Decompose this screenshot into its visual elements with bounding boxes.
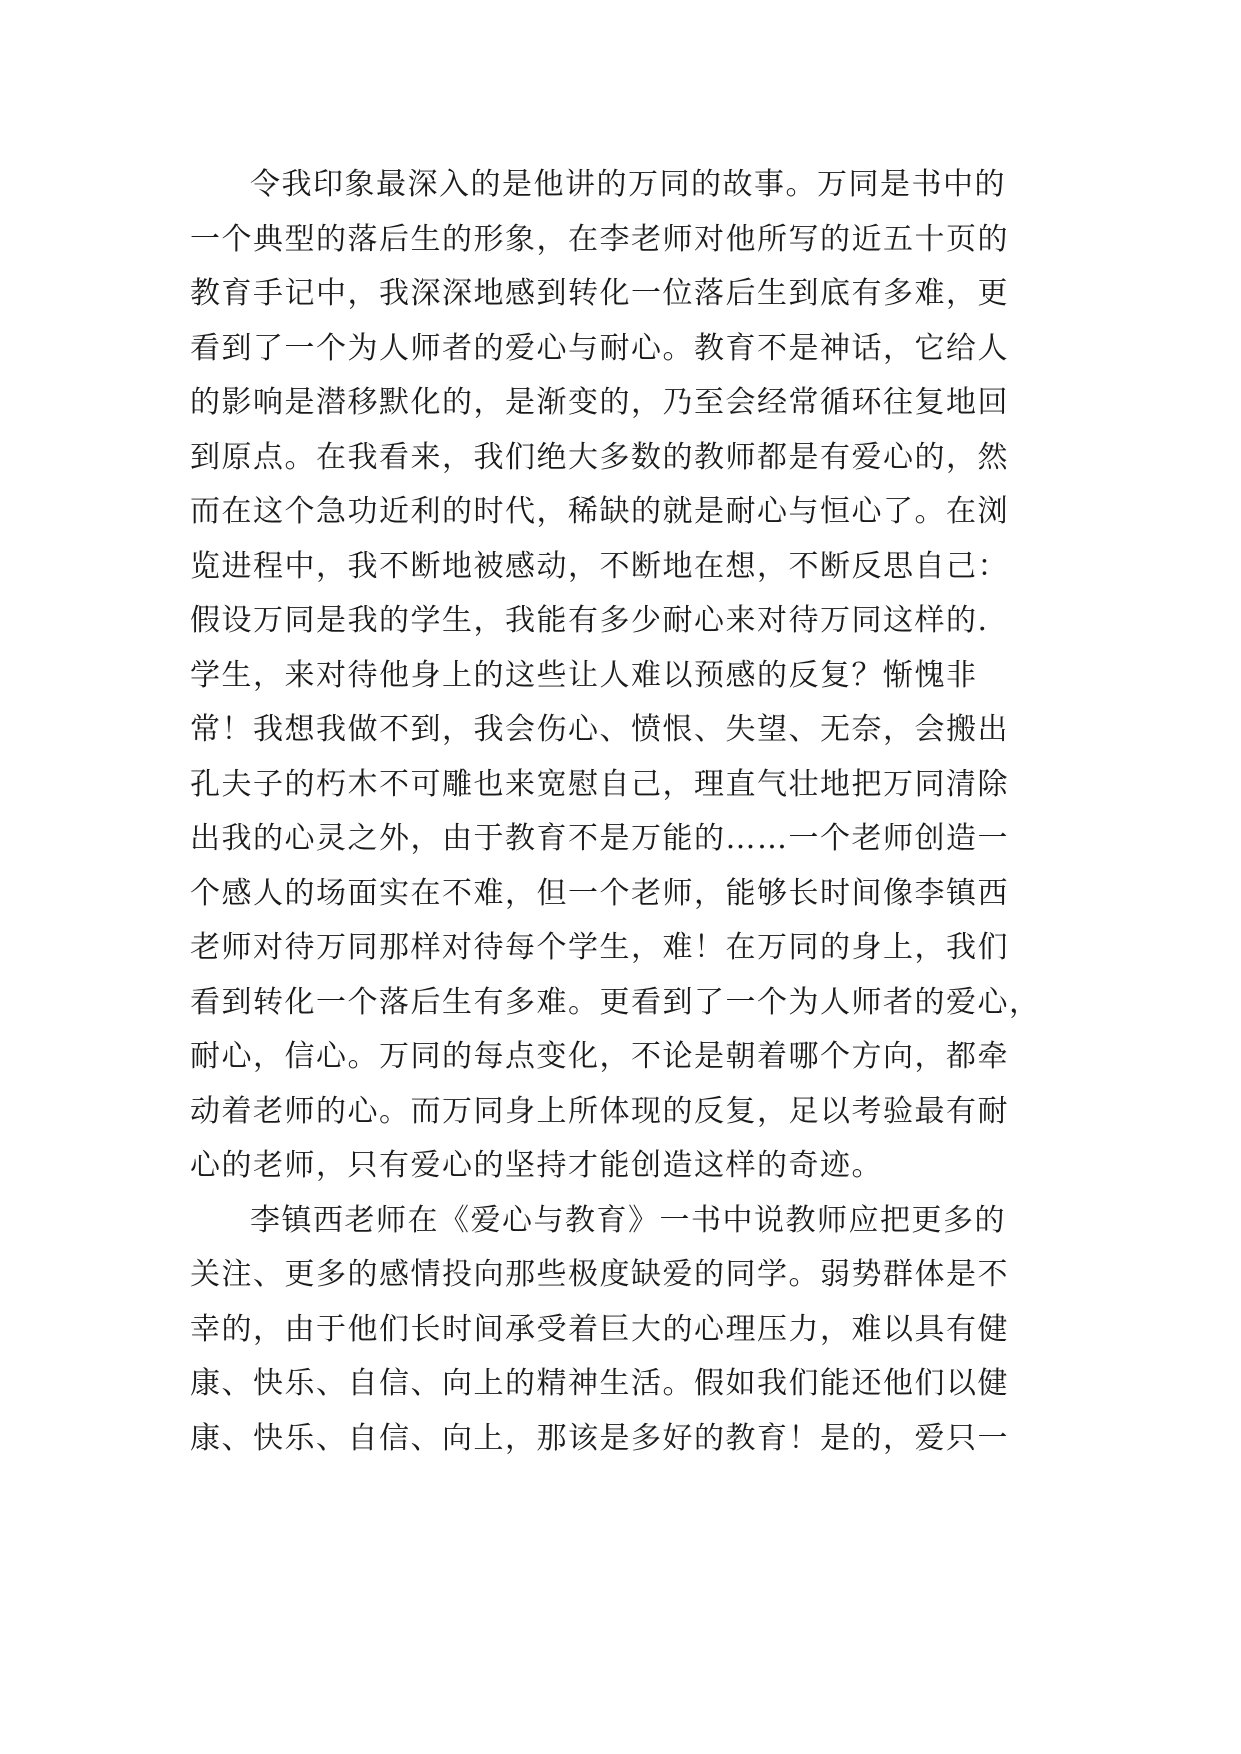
text-line: 李镇西老师在《爱心与教育》一书中说教师应把更多的	[250, 1202, 1006, 1238]
paragraph-2	[190, 1194, 1060, 1467]
text-line: 康、快乐、自信、向上的精神生活。假如我们能还他们以健	[190, 1366, 1009, 1401]
text-line: 教育手记中，我深深地感到转化一位落后生到底有多难，更	[190, 276, 1009, 311]
paragraph-1	[190, 158, 1060, 1194]
text-line: 学生，来对待他身上的这些让人难以预感的反复？惭愧非	[190, 657, 978, 693]
text-line: 心的老师，只有爱心的坚持才能创造这样的奇迹。	[190, 1148, 883, 1183]
text-line: 到原点。在我看来，我们绝大多数的教师都是有爱心的，然	[190, 439, 1009, 475]
text-line: 个感人的场面实在不难，但一个老师，能够长时间像李镇西	[190, 875, 1009, 911]
text-line: 老师对待万同那样对待每个学生，难！在万同的身上，我们	[190, 930, 1009, 965]
text-line: 常！我想我做不到，我会伤心、愤恨、失望、无奈，会搬出	[190, 712, 1009, 747]
text-line: 出我的心灵之外，由于教育不是万能的……一个老师创造一	[190, 821, 1009, 856]
text-line: 假设万同是我的学生，我能有多少耐心来对待万同这样的.	[190, 603, 989, 638]
text-line: 孔夫子的朽木不可雕也来宽慰自己，理直气壮地把万同清除	[190, 766, 1009, 802]
text-line: 看到转化一个落后生有多难。更看到了一个为人师者的爱心，	[190, 984, 1041, 1020]
text-line: 耐心，信心。万同的每点变化，不论是朝着哪个方向，都牵	[190, 1039, 1009, 1074]
text-line: 的影响是潜移默化的，是渐变的，乃至会经常循环往复地回	[190, 385, 1009, 420]
text-line: 康、快乐、自信、向上，那该是多好的教育！是的，爱只一	[190, 1420, 1009, 1456]
text-line: 动着老师的心。而万同身上所体现的反复，足以考验最有耐	[190, 1093, 1009, 1129]
text-line: 令我印象最深入的是他讲的万同的故事。万同是书中的	[250, 167, 1006, 202]
body-text	[190, 158, 1060, 1466]
text-line: 而在这个急功近利的时代，稀缺的就是耐心与恒心了。在浏	[190, 494, 1009, 529]
text-line: 幸的，由于他们长时间承受着巨大的心理压力，难以具有健	[190, 1311, 1009, 1347]
text-line: 关注、更多的感情投向那些极度缺爱的同学。弱势群体是不	[190, 1257, 1009, 1292]
text-line: 一个典型的落后生的形象，在李老师对他所写的近五十页的	[190, 221, 1009, 257]
text-line: 览进程中，我不断地被感动，不断地在想，不断反思自己：	[190, 548, 1009, 584]
text-line: 看到了一个为人师者的爱心与耐心。教育不是神话，它给人	[190, 330, 1009, 366]
